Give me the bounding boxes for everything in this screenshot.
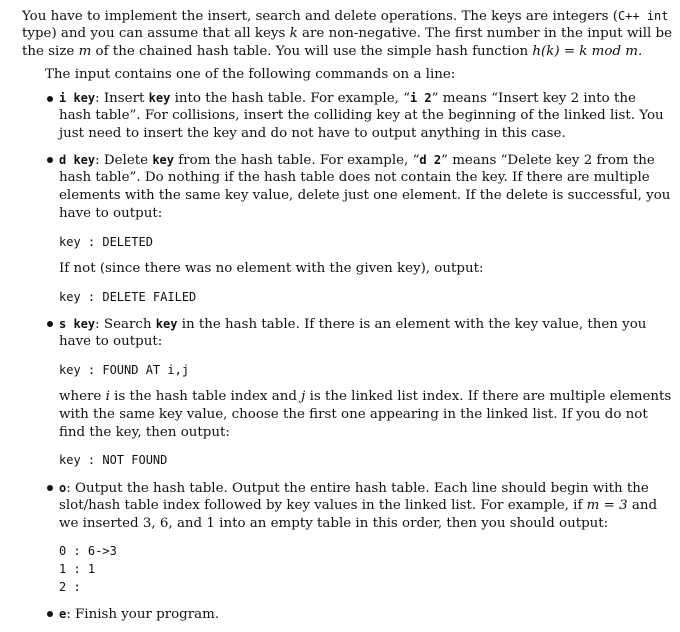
end-command-label: e	[59, 607, 67, 621]
intro-line-1: You have to implement the insert, search and delete operations. The keys are integers (C++ int	[22, 9, 669, 24]
output-example-line-2: 2 :	[59, 580, 81, 594]
delete-line-5: If not (since there was no element with the given key), output:	[59, 261, 484, 276]
output-command-label: o	[59, 481, 67, 495]
end-line: e: Finish your program.	[59, 607, 220, 622]
insert-line-2: hash table”. For collisions, insert the colliding key at the beginning of the linked list. You	[59, 108, 664, 123]
search-line-1: s key: Search key in the hash table. If there is an element with the key value, then you	[59, 317, 647, 332]
output-line-3: we inserted 3, 6, and 1 into an empty table in this order, then you should output:	[59, 516, 609, 531]
bullet-search	[47, 321, 53, 327]
delete-output-success: key : DELETED	[59, 235, 153, 249]
insert-command-label: i key	[59, 91, 96, 105]
bullet-delete	[47, 157, 53, 163]
delete-line-2: hash table”. Do nothing if the hash table does not contain the key. If there are multiple	[59, 170, 650, 185]
cpp-int-code: C++ int	[617, 9, 669, 23]
bullet-end	[47, 611, 53, 617]
output-line-1: o: Output the hash table. Output the entire hash table. Each line should begin with the	[59, 481, 649, 496]
delete-line-1: d key: Delete key from the hash table. For example, “d 2” means “Delete key 2 from the	[59, 153, 655, 168]
output-example-line-0: 0 : 6->3	[59, 544, 117, 558]
search-output-found: key : FOUND AT i,j	[59, 363, 190, 377]
bullet-output	[47, 485, 53, 491]
hash-function-formula: h(k) = k mod m.	[532, 44, 643, 59]
intro-line-4: The input contains one of the following commands on a line:	[45, 67, 456, 82]
delete-line-4: have to output:	[59, 206, 163, 221]
delete-output-failed: key : DELETE FAILED	[59, 290, 197, 304]
intro-line-3: the size m of the chained hash table. You will use the simple hash function h(k) = k mod m.	[22, 44, 643, 59]
output-example-line-1: 1 : 1	[59, 562, 96, 576]
output-line-2: slot/hash table index followed by key values in the linked list. For example, if m = 3 and	[59, 498, 658, 513]
search-command-label: s key	[59, 317, 96, 331]
search-line-4: with the same key value, choose the first one appearing in the linked list. If you do not	[59, 407, 648, 422]
delete-command-label: d key	[59, 153, 96, 167]
search-line-3: where i is the hash table index and j is the linked list index. If there are multiple elements	[59, 389, 672, 404]
insert-line-3: just need to insert the key and do not have to output anything in this case.	[59, 126, 566, 141]
search-line-2: have to output:	[59, 334, 163, 349]
insert-line-1: i key: Insert key into the hash table. For example, “i 2” means “Insert key 2 into the	[59, 91, 636, 106]
search-line-5: find the key, then output:	[59, 425, 230, 440]
intro-line-2: type) and you can assume that all keys k are non-negative. The first number in the input will be	[22, 26, 673, 41]
search-output-not-found: key : NOT FOUND	[59, 453, 168, 467]
bullet-insert	[47, 96, 53, 102]
delete-line-3: elements with the same key value, delete just one element. If the delete is successful, you	[59, 188, 671, 203]
